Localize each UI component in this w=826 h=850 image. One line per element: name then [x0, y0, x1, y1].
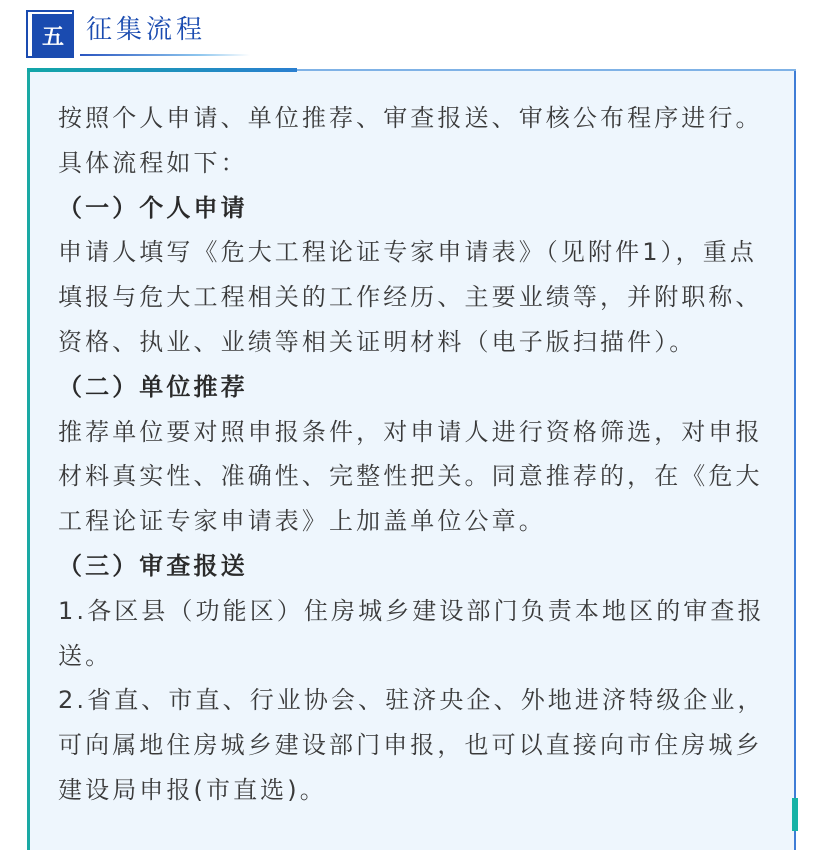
unit-recommendation-paragraph: 推荐单位要对照申报条件，对申请人进行资格筛选，对申报材料真实性、准确性、完整性把关。同意推荐的，在《危大工程论证专家申请表》上加盖单位公章。	[58, 417, 763, 536]
section-header	[24, 6, 324, 58]
subheading-personal-application: （一）个人申请	[58, 193, 248, 222]
title-underline	[80, 54, 250, 56]
review-item-2: 2.省直、市直、行业协会、驻济央企、外地进济特级企业，可向属地住房城乡建设部门申报，也可以直接向市住房城乡建设局申报(市直选)。	[58, 686, 765, 804]
panel-top-accent	[27, 68, 297, 72]
subheading-review-submission: （三）审查报送	[58, 551, 248, 580]
section-title: 征集流程	[86, 15, 207, 45]
personal-application-paragraph: 申请人填写《危大工程论证专家申请表》（见附件1），重点填报与危大工程相关的工作经历、主要业绩等，并附职称、资格、执业、业绩等相关证明材料（电子版扫描件）。	[58, 238, 763, 356]
panel-top-border	[297, 69, 796, 71]
subheading-unit-recommendation: （二）单位推荐	[58, 372, 248, 401]
review-item-1: 1.各区县（功能区）住房城乡建设部门负责本地区的审查报送。	[58, 596, 765, 670]
body-text	[58, 96, 778, 813]
panel-right-accent	[792, 798, 798, 831]
section-number: 五	[32, 14, 74, 56]
intro-paragraph: 按照个人申请、单位推荐、审查报送、审核公布程序进行。具体流程如下：	[58, 104, 763, 177]
